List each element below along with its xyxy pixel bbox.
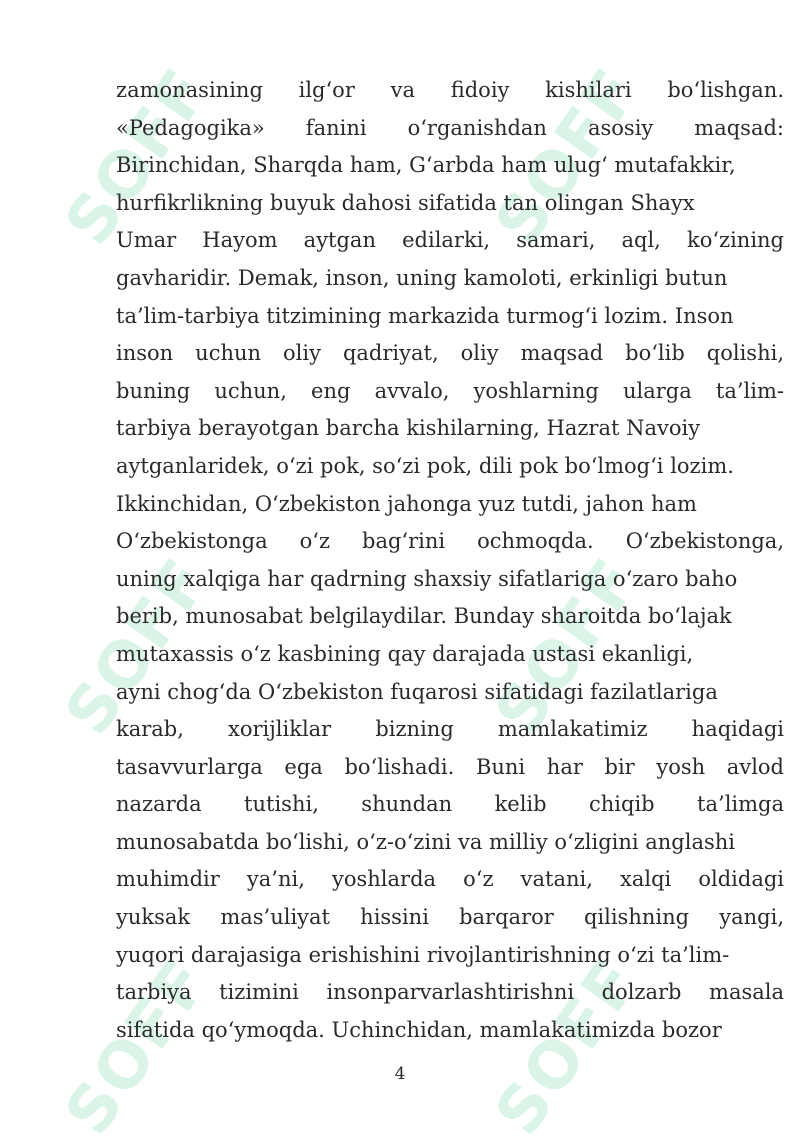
watermark-logo: SOFF <box>481 945 655 1148</box>
text-line: tarbiya berayotgan barcha kishilarning, Hazrat Navoiy <box>116 416 701 441</box>
text-line: inson uchun oliy qadriyat, oliy maqsad bo‘lib qolishi, <box>116 341 784 366</box>
text-line: «Pedagogika» fanini o‘rganishdan asosiy maqsad: <box>116 115 784 140</box>
text-line: O‘zbekistonga o‘z bag‘rini ochmoqda. O‘zbekistonga, <box>116 529 784 554</box>
text-line: berib, munosabat belgilaydilar. Bunday sharoitda bo‘lajak <box>116 604 732 629</box>
text-line: nazarda tutishi, shundan kelib chiqib ta’limga <box>116 792 784 817</box>
watermark-logo: SOFF <box>481 55 655 259</box>
page-number: 4 <box>394 1064 406 1084</box>
text-line: muhimdir ya’ni, yoshlarda o‘z vatani, xalqi oldidagi <box>116 867 784 892</box>
text-line: buning uchun, eng avvalo, yoshlarning ularga ta’lim- <box>116 378 784 403</box>
text-line: ta’lim-tarbiya titzimining markazida turmog‘i lozim. Inson <box>116 303 734 328</box>
text-line: hurfikrlikning buyuk dahosi sifatida tan olingan Shayx <box>116 190 695 215</box>
text-line: yuksak mas’uliyat hissini barqaror qilishning yangi, <box>116 905 784 930</box>
text-line: munosabatda bo‘lishi, o‘z-o‘zini va milliy o‘zligini anglashi <box>116 829 736 854</box>
text-line: gavharidir. Demak, inson, uning kamoloti, erkinligi butun <box>116 265 728 290</box>
text-line: karab, xorijliklar bizning mamlakatimiz haqidagi <box>116 717 784 742</box>
body-text <box>116 72 784 1049</box>
text-line: tasavvurlarga ega bo‘lishadi. Buni har bir yosh avlod <box>116 754 784 779</box>
text-line: sifatida qo‘ymoqda. Uchinchidan, mamlakatimizda bozor <box>116 1017 722 1042</box>
text-line: ayni chog‘da O‘zbekiston fuqarosi sifatidagi fazilatlariga <box>116 679 718 704</box>
text-line: tarbiya tizimini insonparvarlashtirishni dolzarb masala <box>116 980 784 1005</box>
watermark-logo: SOFF <box>51 55 225 259</box>
text-line: mutaxassis o‘z kasbining qay darajada ustasi ekanligi, <box>116 641 694 666</box>
text-line: Birinchidan, Sharqda ham, G‘arbda ham ulug‘ mutafakkir, <box>116 153 736 178</box>
watermark-logo: SOFF <box>51 945 225 1148</box>
text-line: Umar Hayom aytgan edilarki, samari, aql, ko‘zining <box>116 228 784 253</box>
watermark-logo: SOFF <box>51 545 225 749</box>
watermark-logo: SOFF <box>481 545 655 749</box>
text-line: uning xalqiga har qadrning shaxsiy sifatlariga o‘zaro baho <box>116 566 738 591</box>
text-line: zamonasining ilg‘or va fidoiy kishilari bo‘lishgan. <box>116 78 784 102</box>
text-line: Ikkinchidan, O‘zbekiston jahonga yuz tutdi, jahon ham <box>116 491 697 516</box>
text-line: yuqori darajasiga erishishini rivojlantirishning o‘zi ta’lim- <box>116 942 730 967</box>
text-line: aytganlaridek, o‘zi pok, so‘zi pok, dili pok bo‘lmog‘i lozim. <box>116 453 734 478</box>
